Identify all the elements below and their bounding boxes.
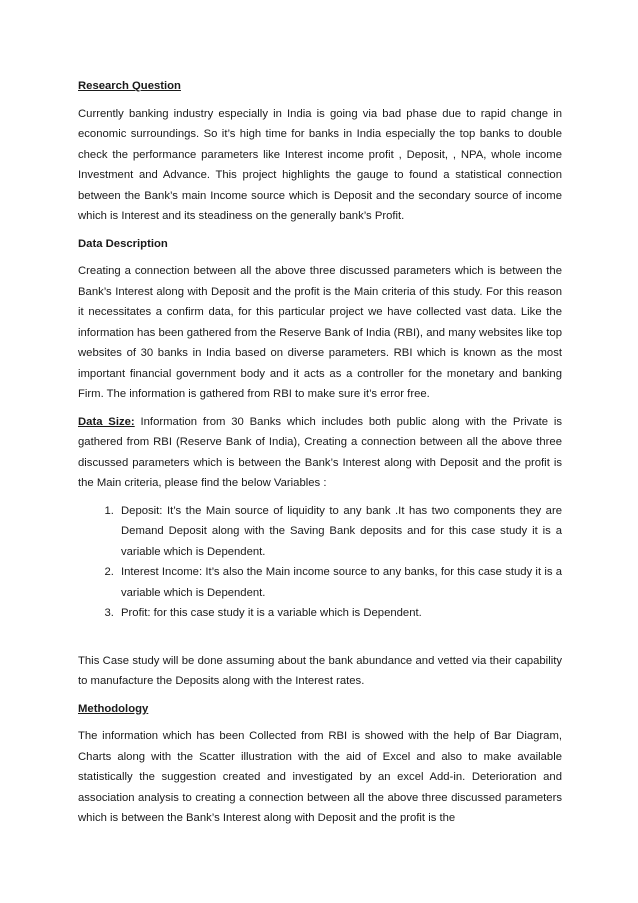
case-study-paragraph: This Case study will be done assuming about the bank abundance and vetted via their capability to manufacture the Deposits along with the Interest rates. xyxy=(78,654,562,687)
data-description-paragraph: Creating a connection between all the above three discussed parameters which is between the Bank’s Interest along with Deposit and the profit is the Main criteria of this study. For this reason it necessitates a confirm data, for this particular project we have collected vast data. Like the information has been gathered from the Reserve Bank of India (RBI), and many websites like top websites of 30 banks in India based on diverse parameters. RBI which is known as the most important financial government body and it acts as a controller for the monetary and banking Firm. The information is gathered from RBI to make sure it’s error free. xyxy=(78,265,562,400)
data-description-heading: Data Description xyxy=(78,237,168,250)
data-size-label: Data Size: xyxy=(78,415,135,428)
research-question-paragraph: Currently banking industry especially in India is going via bad phase due to rapid change in economic surroundings. So it’s high time for banks in India especially the top banks to double check the performance parameters like Interest income profit , Deposit, , NPA, whole income Investment and Advance. This project highlights the gauge to found a statistical connection between the Bank’s main Income source which is Deposit and the secondary source of income which is Interest and its steadiness on the generally bank’s Profit. xyxy=(78,107,562,222)
methodology-heading-text: Methodology xyxy=(78,702,149,715)
list-item: 3. Profit: for this case study it is a variable which is Dependent. xyxy=(117,603,562,624)
data-size-text: Information from 30 Banks which includes both public along with the Private is gathered from RBI (Reserve Bank of India), Creating a connection between all the above three discussed parameters which is between the Bank’s Interest along with Deposit and the profit is the Main criteria, please find the below Variables : xyxy=(78,415,563,489)
research-question-heading xyxy=(78,76,562,97)
list-item: 2. Interest Income: It’s also the Main income source to any banks, for this case study it is a variable which is Dependent. xyxy=(117,562,562,603)
methodology-heading xyxy=(78,699,562,720)
methodology-paragraph: The information which has been Collected from RBI is showed with the help of Bar Diagram, Charts along with the Scatter illustration with the aid of Excel and also to make available statistically the suggestion created and investigated by an excel Add-in. Deterioration and association analysis to creating a connection between all the above three discussed parameters which is between the Bank’s Interest along with Deposit and the profit is the xyxy=(78,730,562,824)
data-size-paragraph xyxy=(78,412,562,494)
variables-list xyxy=(78,501,562,624)
list-item: 1. Deposit: It’s the Main source of liquidity to any bank .It has two components they are Demand Deposit along with the Saving Bank deposits and for this case study it is a variable which is Dependent. xyxy=(117,501,562,563)
research-question-heading-text: Research Question xyxy=(78,80,181,92)
paragraph-spacer xyxy=(78,631,562,651)
